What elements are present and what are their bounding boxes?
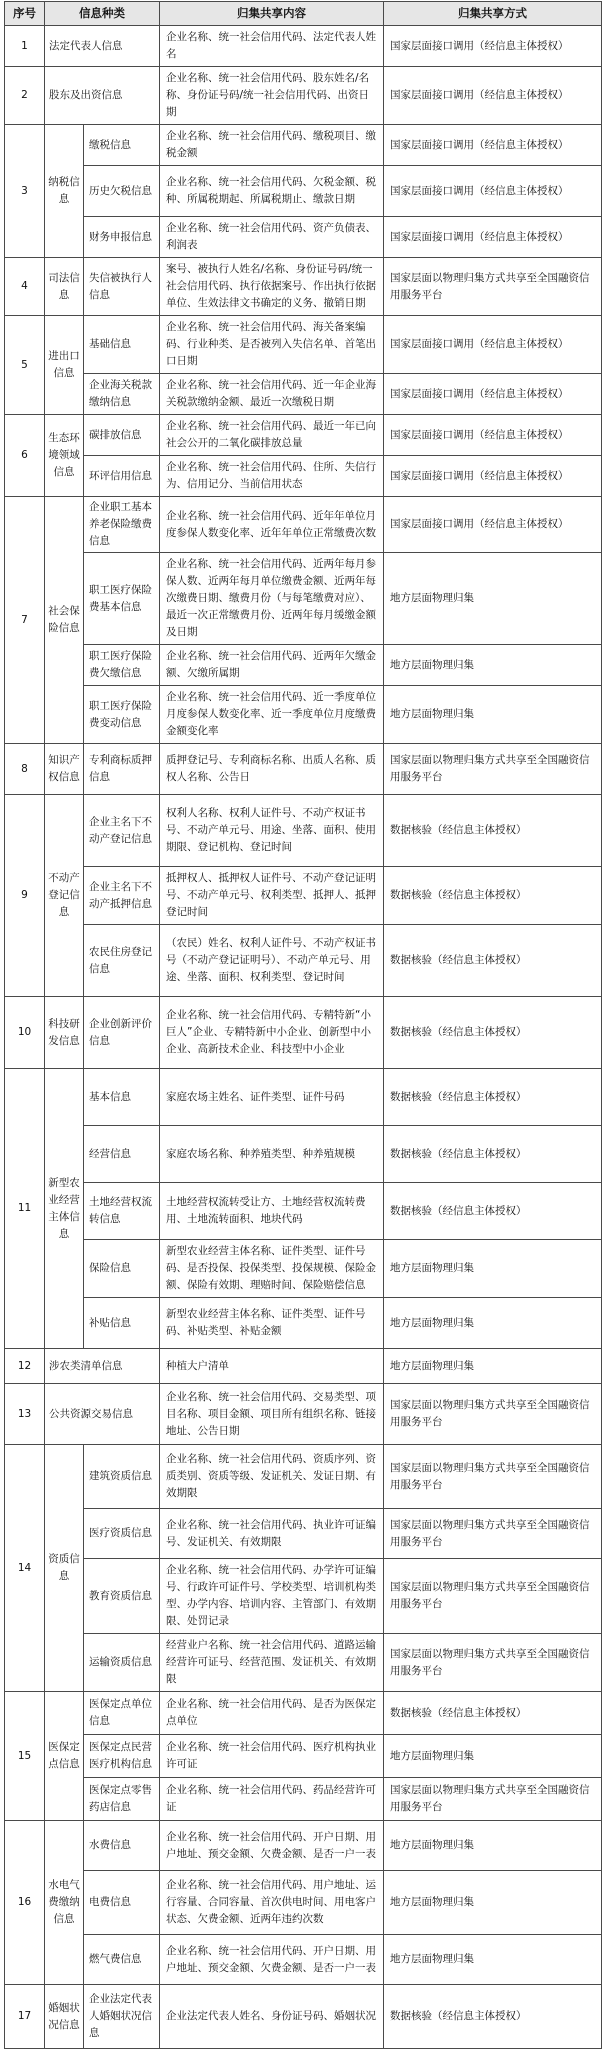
row-subcategory: 企业创新评价信息 — [84, 997, 160, 1069]
row-subcategory: 企业主名下不动产抵押信息 — [84, 867, 160, 925]
table-row — [5, 316, 602, 374]
table-row — [5, 1349, 602, 1384]
header-content: 归集共享内容 — [160, 2, 384, 26]
row-category: 股东及出资信息 — [45, 67, 160, 125]
row-content: 质押登记号、专利商标名称、出质人名称、质权人名称、公告日 — [160, 744, 384, 795]
row-method: 地方层面物理归集 — [384, 553, 602, 645]
row-content: 企业名称、统一社会信用代码、用户地址、运行容量、合同容量、首次供电时间、用电客户状态、欠费金额、近两年违约次数 — [160, 1871, 384, 1935]
row-content: 企业名称、统一社会信用代码、执业许可证编号、发证机关、有效期限 — [160, 1509, 384, 1559]
table-row — [5, 1298, 602, 1349]
row-content: 企业名称、统一社会信用代码、法定代表人姓名 — [160, 26, 384, 67]
row-content: 新型农业经营主体名称、证件类型、证件号码、是否投保、投保类型、投保规模、保险金额、保险有效期、理赔时间、保险赔偿信息 — [160, 1240, 384, 1298]
row-subcategory: 碳排放信息 — [84, 415, 160, 456]
table-row — [5, 456, 602, 497]
row-category: 涉农类清单信息 — [45, 1349, 160, 1384]
row-subcategory: 职工医疗保险费基本信息 — [84, 553, 160, 645]
row-content: 企业名称、统一社会信用代码、开户日期、用户地址、预交金额、欠费金额、是否一户一表 — [160, 1821, 384, 1871]
row-method: 数据核验（经信息主体授权） — [384, 1126, 602, 1183]
row-seq: 3 — [5, 125, 45, 258]
row-content: 企业名称、统一社会信用代码、药品经营许可证 — [160, 1778, 384, 1821]
table-row — [5, 1634, 602, 1692]
row-method: 地方层面物理归集 — [384, 1821, 602, 1871]
row-seq: 2 — [5, 67, 45, 125]
table-row — [5, 166, 602, 217]
row-seq: 13 — [5, 1384, 45, 1445]
header-method: 归集共享方式 — [384, 2, 602, 26]
table-row — [5, 795, 602, 867]
table-row — [5, 744, 602, 795]
row-seq: 17 — [5, 1985, 45, 2049]
row-content: 企业名称、统一社会信用代码、海关备案编码、行业种类、是否被列入失信名单、首笔出口日期 — [160, 316, 384, 374]
row-subcategory: 补贴信息 — [84, 1298, 160, 1349]
row-content: 企业名称、统一社会信用代码、近一年企业海关税款缴纳金额、最近一次缴税日期 — [160, 374, 384, 415]
row-method: 地方层面物理归集 — [384, 1349, 602, 1384]
table-row — [5, 686, 602, 744]
row-subcategory: 土地经营权流转信息 — [84, 1183, 160, 1240]
row-category: 婚姻状况信息 — [45, 1985, 84, 2049]
row-content: 企业名称、统一社会信用代码、近两年欠缴金额、欠缴所属期 — [160, 645, 384, 686]
row-subcategory: 水费信息 — [84, 1821, 160, 1871]
row-seq: 6 — [5, 415, 45, 497]
row-seq: 14 — [5, 1445, 45, 1692]
row-method: 数据核验（经信息主体授权） — [384, 1985, 602, 2049]
row-seq: 9 — [5, 795, 45, 997]
row-seq: 12 — [5, 1349, 45, 1384]
row-method: 地方层面物理归集 — [384, 1935, 602, 1985]
table-row — [5, 1692, 602, 1735]
table-row — [5, 1445, 602, 1509]
row-subcategory: 专利商标质押信息 — [84, 744, 160, 795]
row-subcategory: 运输资质信息 — [84, 1634, 160, 1692]
row-subcategory: 医保定点零售药店信息 — [84, 1778, 160, 1821]
row-content: 权利人名称、权利人证件号、不动产权证书号、不动产单元号、用途、坐落、面积、使用期限、登记机构、登记时间 — [160, 795, 384, 867]
row-content: 企业名称、统一社会信用代码、最近一年已向社会公开的二氧化碳排放总量 — [160, 415, 384, 456]
row-subcategory: 职工医疗保险费欠缴信息 — [84, 645, 160, 686]
table-row — [5, 1559, 602, 1634]
info-sharing-table — [4, 1, 602, 2049]
row-method: 地方层面物理归集 — [384, 1298, 602, 1349]
row-subcategory: 医保定点民营医疗机构信息 — [84, 1735, 160, 1778]
table-row — [5, 1935, 602, 1985]
table-row — [5, 1509, 602, 1559]
row-content: 企业名称、统一社会信用代码、资产负债表、利润表 — [160, 217, 384, 258]
row-method: 国家层面以物理归集方式共享至全国融资信用服务平台 — [384, 1509, 602, 1559]
row-category: 科技研发信息 — [45, 997, 84, 1069]
table-row — [5, 867, 602, 925]
table-row — [5, 1183, 602, 1240]
row-method: 国家层面接口调用（经信息主体授权） — [384, 497, 602, 553]
row-method: 数据核验（经信息主体授权） — [384, 1692, 602, 1735]
table-row — [5, 925, 602, 997]
row-category: 医保定点信息 — [45, 1692, 84, 1821]
row-content: 企业名称、统一社会信用代码、办学许可证编号、行政许可证件号、学校类型、培训机构类型、办学内容、培训内容、主管部门、有效期限、处罚记录 — [160, 1559, 384, 1634]
row-subcategory: 失信被执行人信息 — [84, 258, 160, 316]
row-method: 国家层面以物理归集方式共享至全国融资信用服务平台 — [384, 744, 602, 795]
table-row — [5, 374, 602, 415]
table-row — [5, 497, 602, 553]
row-method: 地方层面物理归集 — [384, 1871, 602, 1935]
row-seq: 1 — [5, 26, 45, 67]
row-category: 知识产权信息 — [45, 744, 84, 795]
row-subcategory: 企业职工基本养老保险缴费信息 — [84, 497, 160, 553]
row-content: 企业名称、统一社会信用代码、是否为医保定点单位 — [160, 1692, 384, 1735]
row-seq: 11 — [5, 1069, 45, 1349]
row-method: 国家层面以物理归集方式共享至全国融资信用服务平台 — [384, 258, 602, 316]
row-subcategory: 基本信息 — [84, 1069, 160, 1126]
row-method: 国家层面以物理归集方式共享至全国融资信用服务平台 — [384, 1634, 602, 1692]
row-category: 生态环境领域信息 — [45, 415, 84, 497]
row-seq: 4 — [5, 258, 45, 316]
row-subcategory: 企业海关税款缴纳信息 — [84, 374, 160, 415]
table-row — [5, 1240, 602, 1298]
row-method: 国家层面接口调用（经信息主体授权） — [384, 217, 602, 258]
row-subcategory: 企业主名下不动产登记信息 — [84, 795, 160, 867]
table-row — [5, 415, 602, 456]
row-subcategory: 医疗资质信息 — [84, 1509, 160, 1559]
row-content: 企业名称、统一社会信用代码、近一季度单位月度参保人数变化率、近一季度单位月度缴费金额变化率 — [160, 686, 384, 744]
row-content: 企业名称、统一社会信用代码、近两年每月参保人数、近两年每月单位缴费金额、近两年每次缴费日期、缴费月份（与每笔缴费对应）、最近一次正常缴费月份、近两年每月缓缴金额及日期 — [160, 553, 384, 645]
table-row — [5, 125, 602, 166]
row-method: 地方层面物理归集 — [384, 645, 602, 686]
row-content: 企业名称、统一社会信用代码、近年年单位月度参保人数变化率、近年年单位正常缴费次数 — [160, 497, 384, 553]
row-method: 数据核验（经信息主体授权） — [384, 1183, 602, 1240]
row-content: 土地经营权流转受让方、土地经营权流转费用、土地流转面积、地块代码 — [160, 1183, 384, 1240]
row-content: 企业名称、统一社会信用代码、医疗机构执业许可证 — [160, 1735, 384, 1778]
row-subcategory: 电费信息 — [84, 1871, 160, 1935]
row-seq: 15 — [5, 1692, 45, 1821]
row-subcategory: 财务申报信息 — [84, 217, 160, 258]
row-category: 司法信息 — [45, 258, 84, 316]
row-content: 经营业户名称、统一社会信用代码、道路运输经营许可证号、经营范围、发证机关、有效期限 — [160, 1634, 384, 1692]
row-method: 地方层面物理归集 — [384, 1735, 602, 1778]
row-method: 国家层面接口调用（经信息主体授权） — [384, 166, 602, 217]
row-subcategory: 环评信用信息 — [84, 456, 160, 497]
row-content: 企业名称、统一社会信用代码、资质序列、资质类别、资质等级、发证机关、发证日期、有效期限 — [160, 1445, 384, 1509]
table-row — [5, 1384, 602, 1445]
row-content: 企业名称、统一社会信用代码、缴税项目、缴税金额 — [160, 125, 384, 166]
table-row — [5, 553, 602, 645]
table-row — [5, 1069, 602, 1126]
row-content: 家庭农场名称、种养殖类型、种养殖规模 — [160, 1126, 384, 1183]
row-method: 国家层面以物理归集方式共享至全国融资信用服务平台 — [384, 1778, 602, 1821]
row-category: 水电气费缴纳信息 — [45, 1821, 84, 1985]
table-row — [5, 67, 602, 125]
row-category: 社会保险信息 — [45, 497, 84, 744]
row-method: 地方层面物理归集 — [384, 686, 602, 744]
row-category: 公共资源交易信息 — [45, 1384, 160, 1445]
row-category: 资质信息 — [45, 1445, 84, 1692]
table-header-row — [5, 2, 602, 26]
table-row — [5, 258, 602, 316]
row-seq: 8 — [5, 744, 45, 795]
row-method: 国家层面接口调用（经信息主体授权） — [384, 26, 602, 67]
row-method: 地方层面物理归集 — [384, 1240, 602, 1298]
row-content: 企业名称、统一社会信用代码、专精特新“小巨人”企业、专精特新中小企业、创新型中小企业、高新技术企业、科技型中小企业 — [160, 997, 384, 1069]
row-content: 家庭农场主姓名、证件类型、证件号码 — [160, 1069, 384, 1126]
row-subcategory: 企业法定代表人婚姻状况信息 — [84, 1985, 160, 2049]
row-category: 不动产登记信息 — [45, 795, 84, 997]
row-method: 国家层面以物理归集方式共享至全国融资信用服务平台 — [384, 1445, 602, 1509]
row-seq: 7 — [5, 497, 45, 744]
row-content: 种植大户清单 — [160, 1349, 384, 1384]
row-method: 国家层面接口调用（经信息主体授权） — [384, 125, 602, 166]
row-subcategory: 基础信息 — [84, 316, 160, 374]
row-content: 企业名称、统一社会信用代码、欠税金额、税种、所属税期起、所属税期止、缴款日期 — [160, 166, 384, 217]
table-row — [5, 1778, 602, 1821]
table-row — [5, 1985, 602, 2049]
table-row — [5, 1735, 602, 1778]
row-category: 法定代表人信息 — [45, 26, 160, 67]
row-subcategory: 职工医疗保险费变动信息 — [84, 686, 160, 744]
table-row — [5, 1126, 602, 1183]
row-seq: 16 — [5, 1821, 45, 1985]
row-method: 国家层面接口调用（经信息主体授权） — [384, 374, 602, 415]
row-method: 国家层面接口调用（经信息主体授权） — [384, 316, 602, 374]
table-row — [5, 26, 602, 67]
row-subcategory: 建筑资质信息 — [84, 1445, 160, 1509]
row-method: 国家层面接口调用（经信息主体授权） — [384, 67, 602, 125]
row-category: 新型农业经营主体信息 — [45, 1069, 84, 1349]
row-method: 数据核验（经信息主体授权） — [384, 997, 602, 1069]
row-method: 国家层面接口调用（经信息主体授权） — [384, 415, 602, 456]
row-method: 数据核验（经信息主体授权） — [384, 1069, 602, 1126]
row-seq: 5 — [5, 316, 45, 415]
row-method: 数据核验（经信息主体授权） — [384, 795, 602, 867]
header-seq: 序号 — [5, 2, 45, 26]
row-subcategory: 经营信息 — [84, 1126, 160, 1183]
table-row — [5, 1871, 602, 1935]
row-content: 企业名称、统一社会信用代码、股东姓名/名称、身份证号码/统一社会信用代码、出资日期 — [160, 67, 384, 125]
row-subcategory: 农民住房登记信息 — [84, 925, 160, 997]
row-subcategory: 教育资质信息 — [84, 1559, 160, 1634]
table-row — [5, 1821, 602, 1871]
row-subcategory: 保险信息 — [84, 1240, 160, 1298]
row-method: 国家层面以物理归集方式共享至全国融资信用服务平台 — [384, 1384, 602, 1445]
header-category: 信息种类 — [45, 2, 160, 26]
table-body — [5, 26, 602, 2049]
row-method: 国家层面以物理归集方式共享至全国融资信用服务平台 — [384, 1559, 602, 1634]
row-content: 企业名称、统一社会信用代码、交易类型、项目名称、项目金额、项目所有组织名称、链接地址、公告日期 — [160, 1384, 384, 1445]
row-content: 企业名称、统一社会信用代码、开户日期、用户地址、预交金额、欠费金额、是否一户一表 — [160, 1935, 384, 1985]
row-subcategory: 历史欠税信息 — [84, 166, 160, 217]
table-row — [5, 217, 602, 258]
row-content: 案号、被执行人姓名/名称、身份证号码/统一社会信用代码、执行依据案号、作出执行依据单位、生效法律文书确定的义务、撤销日期 — [160, 258, 384, 316]
row-seq: 10 — [5, 997, 45, 1069]
row-subcategory: 缴税信息 — [84, 125, 160, 166]
row-method: 国家层面接口调用（经信息主体授权） — [384, 456, 602, 497]
row-content: 企业名称、统一社会信用代码、住所、失信行为、信用记分、当前信用状态 — [160, 456, 384, 497]
row-content: 新型农业经营主体名称、证件类型、证件号码、补贴类型、补贴金额 — [160, 1298, 384, 1349]
table-row — [5, 645, 602, 686]
row-method: 数据核验（经信息主体授权） — [384, 925, 602, 997]
table-row — [5, 997, 602, 1069]
row-content: 抵押权人、抵押权人证件号、不动产登记证明号、不动产单元号、权利类型、抵押人、抵押登记时间 — [160, 867, 384, 925]
row-content: 企业法定代表人姓名、身份证号码、婚姻状况 — [160, 1985, 384, 2049]
row-category: 进出口信息 — [45, 316, 84, 415]
row-subcategory: 燃气费信息 — [84, 1935, 160, 1985]
row-method: 数据核验（经信息主体授权） — [384, 867, 602, 925]
row-category: 纳税信息 — [45, 125, 84, 258]
row-subcategory: 医保定点单位信息 — [84, 1692, 160, 1735]
row-content: （农民）姓名、权利人证件号、不动产权证书号（不动产登记证明号）、不动产单元号、用途、坐落、面积、权利类型、登记时间 — [160, 925, 384, 997]
